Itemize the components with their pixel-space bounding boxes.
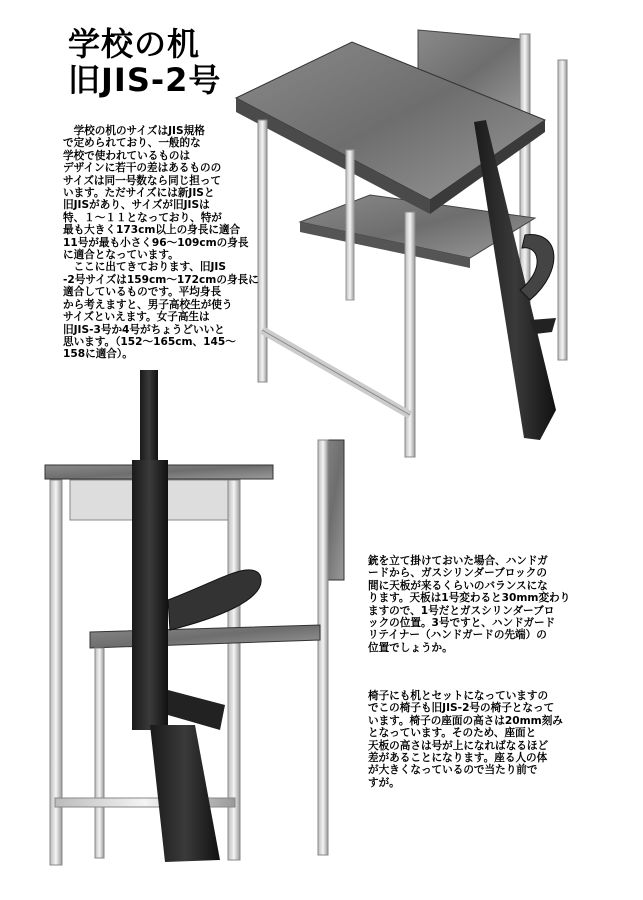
rifle-paragraph	[368, 555, 588, 654]
title-line-2: 旧JIS-2号	[68, 61, 222, 99]
desk-chair-illustration-top	[236, 30, 567, 457]
chair-text: 椅子にも机とセットになっていますの でこの椅子も旧JIS-2号の椅子となって います。椅子の座面の高さは20mm刻み となっています。そのため、座面と 天板の高さは号が上になればなるほど 差があることになります。座る人の体 が大きくなっているので当たり前で すが。	[368, 690, 563, 789]
title-line-1: 学校の机	[68, 25, 201, 63]
rifle-text: 銃を立て掛けておいた場合、ハンドガ ードから、ガスシリンダーブロックの 間に天板が来るくらいのバランスにな ります。天板は1号変わると30mm変わり ますので、1号だとガスシリンダーブロ ックの位置。3号ですと、ハンドガード リテイナー（ハンドガードの先端）の 位置でしょうか。	[368, 555, 571, 654]
rifle-top	[474, 120, 556, 440]
intro-text: 学校の机のサイズはJIS規格 で定められており、一般的な 学校で使われているものは デザインに若干の差はあるものの サイズは同一号数なら同じ担って います。ただサイズには新JISと 旧JISがあり、サイズが旧JISは 特、１～１１となっており、特が 最も大きく173cm以上の身長に適合 11号が最も小さく96～109cmの身長 に適合となっています。 ここに出てきております、旧JIS -2号サイズは159cm～172cmの身長に 適合しているものです。平均身長 から考えますと、男子高校生が使う サイズといえます。女子高生は 旧JIS-3号か4号がちょうどいいと 思います。（152～165cm、145～ 158に適合）。	[63, 125, 259, 361]
chair-back-leg	[318, 440, 328, 855]
chair-frame-side	[558, 60, 567, 360]
desk-leg-front-right	[405, 212, 415, 457]
desk-leg-rear	[346, 150, 354, 300]
chair-front-leg	[95, 648, 104, 858]
chair-seat-2	[90, 625, 320, 648]
chair-paragraph	[368, 690, 598, 789]
intro-paragraph	[63, 125, 263, 361]
desk-chair-illustration-bottom	[45, 370, 344, 865]
rifle-bottom	[132, 370, 261, 862]
